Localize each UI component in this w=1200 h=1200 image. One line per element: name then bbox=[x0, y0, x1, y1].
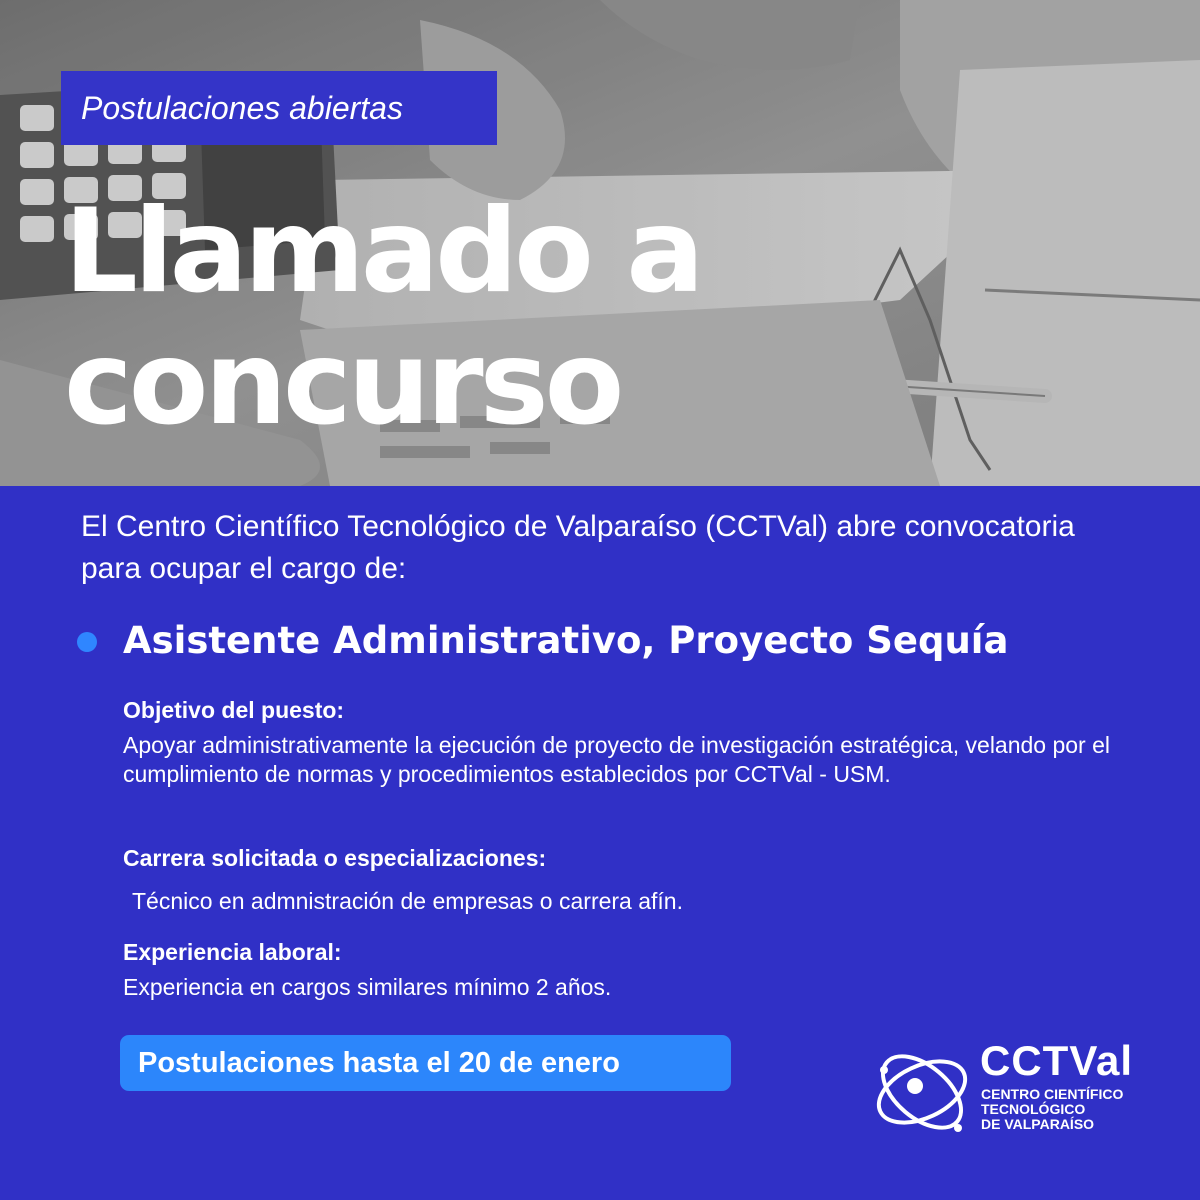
logo-subtitle bbox=[981, 1087, 1141, 1132]
section-career bbox=[123, 843, 1123, 916]
atom-orbit-icon bbox=[872, 1040, 982, 1140]
section-career-label: Carrera solicitada o especializaciones: bbox=[123, 845, 547, 871]
section-experience-text: Experiencia en cargos similares mínimo 2 años. bbox=[123, 974, 612, 1000]
deadline-badge: Postulaciones hasta el 20 de enero bbox=[120, 1035, 731, 1091]
section-objective bbox=[123, 695, 1123, 789]
cctval-logo bbox=[872, 1037, 1134, 1140]
page-title-line-1: Llamado a bbox=[64, 184, 701, 319]
section-experience-label: Experiencia laboral: bbox=[123, 939, 342, 965]
intro-text: El Centro Científico Tecnológico de Valparaíso (CCTVal) abre convocatoria para ocupar el cargo de: bbox=[81, 510, 1075, 585]
header-photo bbox=[0, 0, 1200, 486]
page-title-line-2: concurso bbox=[64, 316, 621, 451]
section-experience bbox=[123, 937, 1123, 1002]
logo-subtitle-line-3: DE VALPARAÍSO bbox=[981, 1116, 1095, 1132]
page-title bbox=[64, 186, 1064, 450]
logo-subtitle-line-1: CENTRO CIENTÍFICO bbox=[981, 1086, 1124, 1102]
section-objective-text: Apoyar administrativamente la ejecución de proyecto de investigación estratégica, velando por el cumplimiento de normas y procedimientos establecidos por CCTVal - USM. bbox=[123, 732, 1111, 787]
section-objective-label: Objetivo del puesto: bbox=[123, 697, 345, 723]
applications-open-tag: Postulaciones abiertas bbox=[61, 71, 497, 145]
logo-subtitle-line-2: TECNOLÓGICO bbox=[981, 1101, 1086, 1117]
logo-brand-name: CCTVal bbox=[980, 1037, 1134, 1084]
bullet-dot-icon bbox=[77, 632, 97, 652]
position-title: Asistente Administrativo, Proyecto Sequía bbox=[123, 619, 1009, 662]
section-career-text: Técnico en admnistración de empresas o carrera afín. bbox=[132, 888, 683, 914]
